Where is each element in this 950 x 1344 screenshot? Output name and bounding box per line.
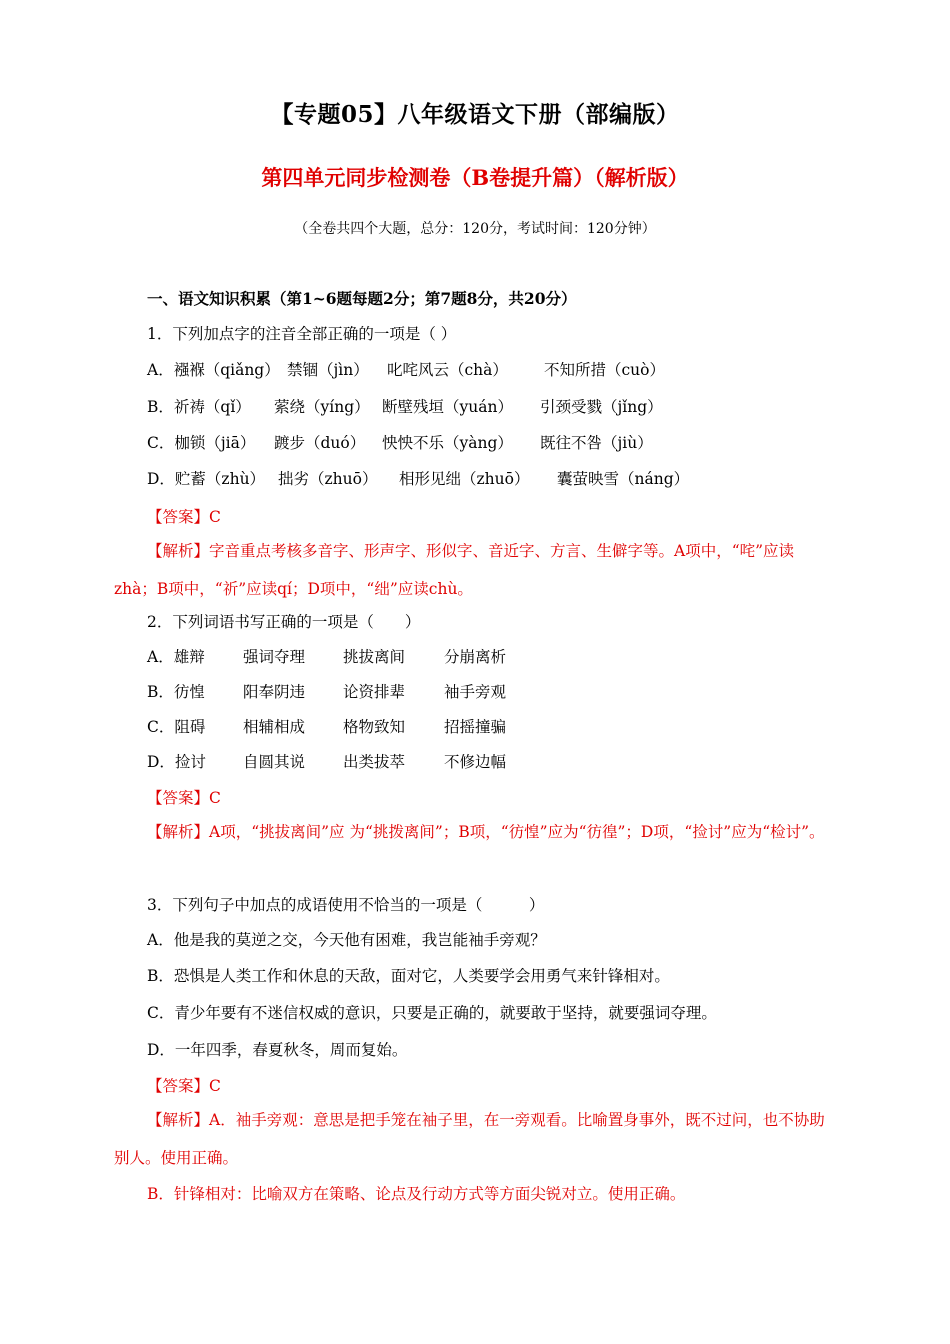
question-3-analysis: 【解析】A．袖手旁观：意思是把手笼在袖子里，在一旁观看。比喻置身事外，既不过问，也不协助别人。使用正确。 — [114, 1111, 825, 1167]
question-1-answer: 【答案】C — [147, 508, 221, 526]
question-2-stem: 2．下列词语书写正确的一项是（ ） — [147, 613, 421, 631]
question-3-stem: 3．下列句子中加点的成语使用不恰当的一项是（ ） — [147, 896, 545, 914]
question-1-stem: 1．下列加点字的注音全部正确的一项是（ ） — [147, 325, 457, 343]
question-3-analysis-b: B．针锋相对：比喻双方在策略、论点及行动方式等方面尖锐对立。使用正确。 — [147, 1185, 686, 1203]
question-2-option-b: B．彷惶 阳奉阴违 论资排辈 袖手旁观 — [147, 683, 507, 701]
page-title: 【专题05】八年级语文下册（部编版） — [270, 101, 680, 128]
question-1-analysis: 【解析】字音重点考核多音字、形声字、形似字、音近字、方言、生僻字等。A项中，“咤”应读zhà；B项中，“祈”应读qí；D项中，“绌”应读chù。 — [114, 542, 795, 598]
question-3-option-d: D．一年四季，春夏秋冬，周而复始。 — [147, 1041, 408, 1059]
question-3-option-b: B．恐惧是人类工作和休息的天敌，面对它，人类要学会用勇气来针锋相对。 — [147, 967, 670, 985]
question-1-option-a: A．襁褓（qiǎng） 禁锢（jìn） 叱咤风云（chà） 不知所措（cuò） — [147, 361, 665, 379]
question-3-option-c: C．青少年要有不迷信权威的意识，只要是正确的，就要敢于坚持，就要强词夺理。 — [147, 1004, 717, 1022]
question-1-option-d: D．贮蓄（zhù） 拙劣（zhuō） 相形见绌（zhuō） 囊萤映雪（náng） — [147, 470, 690, 488]
question-1-option-c: C．枷锁（jiā） 踱步（duó） 怏怏不乐（yàng） 既往不咎（jiù） — [147, 434, 653, 452]
question-2-answer: 【答案】C — [147, 789, 221, 807]
question-2-option-d: D．捡讨 自圆其说 出类拔萃 不修边幅 — [147, 753, 507, 771]
question-1-option-b: B．祈祷（qǐ） 萦绕（yíng） 断壁残垣（yuán） 引颈受戮（jǐng） — [147, 398, 663, 416]
question-2-option-c: C．阻碍 相辅相成 格物致知 招摇撞骗 — [147, 718, 507, 736]
section-heading: 一、语文知识积累（第1~6题每题2分；第7题8分，共20分） — [147, 289, 577, 308]
page-subtitle: 第四单元同步检测卷（B卷提升篇）（解析版） — [261, 165, 689, 190]
question-3-option-a: A．他是我的莫逆之交，今天他有困难，我岂能袖手旁观？ — [147, 931, 546, 949]
question-2-option-a: A．雄辩 强词夺理 挑拔离间 分崩离析 — [147, 648, 507, 666]
question-2-analysis: 【解析】A项，“挑拔离间”应 为“挑拨离间”；B项，“彷惶”应为“彷徨”；D项，“捡讨”应为“检讨”。 — [147, 823, 825, 841]
question-3-answer: 【答案】C — [147, 1077, 221, 1095]
exam-note: （全卷共四个大题，总分：120分，考试时间：120分钟） — [294, 221, 656, 237]
